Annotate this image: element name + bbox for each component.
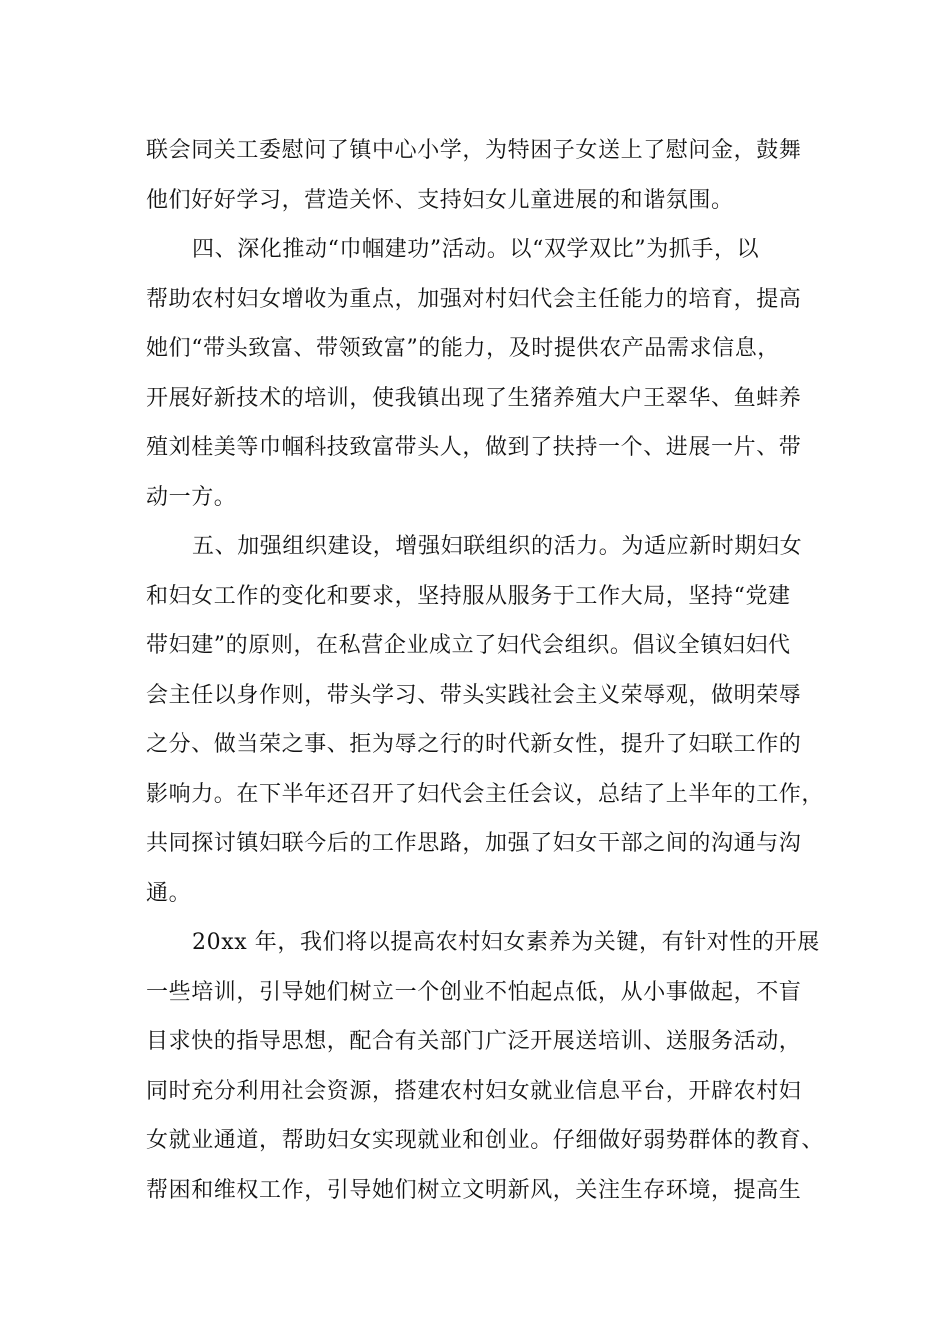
text-line: 帮助农村妇女增收为重点，加强对村妇代会主任能力的培育，提高 — [146, 286, 802, 312]
text-line: 带妇建”的原则，在私营企业成立了妇代会组织。倡议全镇妇妇代 — [146, 633, 791, 658]
text-line: 动一方。 — [146, 484, 237, 510]
paragraph-first-line: 五、加强组织建设，增强妇联组织的活力。为适应新时期妇女 — [192, 534, 803, 559]
text-line: 帮困和维权工作，引导她们树立文明新风，关注生存环境，提高生 — [146, 1177, 802, 1203]
paragraph-first-line: 20xx 年，我们将以提高农村妇女素养为关键，有针对性的开展 — [192, 930, 820, 955]
text-line: 一些培训，引导她们树立一个创业不怕起点低，从小事做起，不盲 — [146, 979, 802, 1005]
body-text — [146, 126, 836, 1215]
text-line: 殖刘桂美等巾帼科技致富带头人，做到了扶持一个、进展一片、带 — [146, 435, 802, 460]
text-line: 开展好新技术的培训，使我镇出现了生猪养殖大户王翠华、鱼蚌养 — [146, 385, 802, 411]
text-line: 她们“带头致富、带领致富”的能力，及时提供农产品需求信息， — [146, 336, 780, 361]
text-line: 之分、做当荣之事、拒为辱之行的时代新女性，提升了妇联工作的 — [146, 732, 802, 757]
paragraph-first-line: 四、深化推动“巾帼建功”活动。以“双学双比”为抓手，以 — [192, 237, 760, 262]
text-line: 和妇女工作的变化和要求，坚持服从服务于工作大局，坚持“党建 — [146, 583, 791, 609]
text-line: 女就业通道，帮助妇女实现就业和创业。仔细做好弱势群体的教育、 — [146, 1128, 825, 1153]
text-line: 同时充分利用社会资源，搭建农村妇女就业信息平台，开辟农村妇 — [146, 1078, 802, 1104]
text-line: 会主任以身作则，带头学习、带头实践社会主义荣辱观，做明荣辱 — [146, 682, 802, 708]
text-line: 影响力。在下半年还召开了妇代会主任会议，总结了上半年的工作， — [146, 781, 825, 807]
text-line: 通。 — [146, 880, 192, 906]
text-line: 共同探讨镇妇联今后的工作思路，加强了妇女干部之间的沟通与沟 — [146, 831, 802, 856]
text-line: 目求快的指导思想，配合有关部门广泛开展送培训、送服务活动， — [146, 1029, 802, 1054]
text-line: 联会同关工委慰问了镇中心小学，为特困子女送上了慰问金，鼓舞 — [146, 138, 802, 163]
text-line: 他们好好学习，营造关怀、支持妇女儿童进展的和谐氛围。 — [146, 187, 734, 213]
